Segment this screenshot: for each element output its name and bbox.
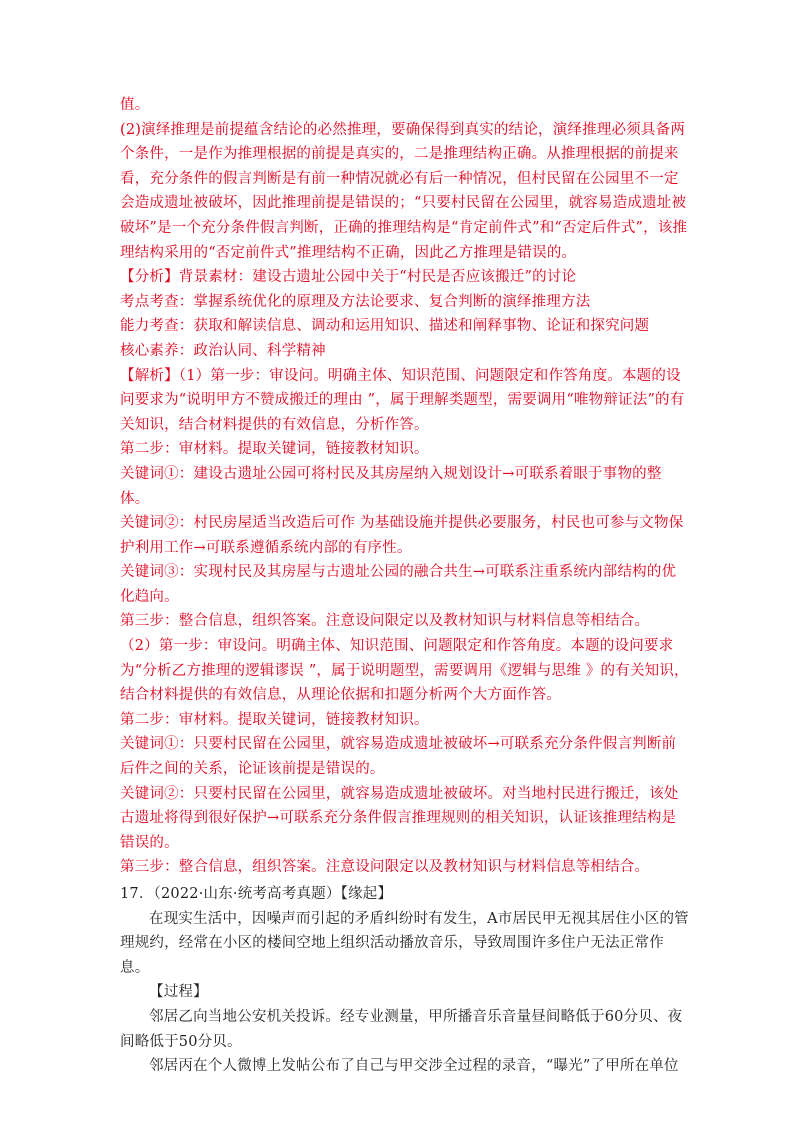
explanation-part2-step2: 第二步：审材料。提取关键词，链接教材知识。 — [120, 711, 429, 728]
part1-keyword-1: 关键词①：建设古遗址公园可将村民及其房屋纳入规划设计→可联系着眼于事物的整体。 — [120, 465, 662, 507]
part1-keyword-2: 关键词②：村民房屋适当改造后可作 为基础设施并提供必要服务，村民也可参与文物保护利用工作→可联系遵循系统内部的有序性。 — [120, 515, 684, 556]
question-paragraph: 邻居乙向当地公安机关投诉。经专业测量，甲所播音乐音量昼间略低于60分贝、夜间略低于50分贝。 — [120, 1008, 683, 1050]
explanation-part1-step3: 第三步：整合信息，组织答案。注意设问限定以及教材知识与材料信息等相结合。 — [120, 613, 650, 630]
explanation-part1-step2: 第二步：审材料。提取关键词，链接教材知识。 — [120, 441, 429, 458]
answer-paragraph-2: (2)演绎推理是前提蕴含结论的必然推理，要确保得到真实的结论，演绎推理必须具备两个条件，一是作为推理根据的前提是真实的，二是推理结构正确。从推理根据的前提来看，充分条件的假言判断是有前一种情况就必有后一种情况，但村民留在公园里不一定会造成遗址被破坏，因此推理前提是错误的；“只要村民留在公园里，就容易造成遗址被破坏”是一个充分条件假言判断，正确的推理结构是“肯定前件式”和“否定后件式”，该推理结构采用的“否定前件式”推理结构不正确，因此乙方推理是错误的。 — [120, 121, 688, 261]
analysis-core-literacy: 核心素养：政治认同、科学精神 — [120, 342, 326, 359]
answer-paragraph-fragment: 值。 — [120, 97, 150, 113]
page-content — [120, 93, 690, 1079]
explanation-part2-step1: （2）第一步：审设问。明确主体、知识范围、问题限定和作答角度。本题的设问要求为“分析乙方推理的逻辑谬误 ”，属于说明题型，需要调用《逻辑与思维 》的有关知识，结合材料提供的有效信息，从理论依据和扣题分析两个大方面作答。 — [120, 638, 689, 704]
question-title: 17．（2022·山东·统考高考真题）【缘起】 — [120, 886, 393, 902]
question-paragraph: 在现实生活中，因噪声而引起的矛盾纠纷时有发生，A市居民甲无视其居住小区的管理规约，经常在小区的楼间空地上组织活动播放音乐，导致周围许多住户无法正常作息。 — [120, 910, 689, 976]
analysis-ability: 能力考查：获取和解读信息、调动和运用知识、描述和阐释事物、论证和探究问题 — [120, 318, 650, 335]
part1-keyword-3: 关键词③：实现村民及其房屋与古遗址公园的融合共生→可联系注重系统内部结构的优化趋向。 — [120, 564, 677, 605]
question-paragraph: 邻居丙在个人微博上发帖公布了自己与甲交涉全过程的录音，“曝光”了甲所在单位 — [149, 1058, 679, 1075]
question-section — [120, 882, 690, 1079]
analysis-background: 【分析】背景素材：建设古遗址公园中关于“村民是否应该搬迁”的讨论 — [120, 269, 577, 286]
explanation-part2-step3: 第三步：整合信息，组织答案。注意设问限定以及教材知识与材料信息等相结合。 — [120, 859, 650, 876]
part2-keyword-1: 关键词①：只要村民留在公园里，就容易造成遗址被破坏→可联系充分条件假言判断前后件之间的关系，论证该前提是错误的。 — [120, 736, 677, 778]
question-section-heading: 【过程】 — [149, 984, 208, 1001]
analysis-exam-points: 考点考查：掌握系统优化的原理及方法论要求、复合判断的演绎推理方法 — [120, 293, 591, 310]
answer-section — [120, 93, 690, 880]
explanation-part1-step1: 【解析】（1）第一步：审设问。明确主体、知识范围、问题限定和作答角度。本题的设问要求为“说明甲方不赞成搬迁的理由 ”，属于理解类题型，需要调用“唯物辩证法”的有关知识，结合材料提供的有效信息，分析作答。 — [120, 367, 685, 433]
part2-keyword-2: 关键词②：只要村民留在公园里，就容易造成遗址被破坏。对当地村民进行搬迁，该处古遗址将得到很好保护→可联系充分条件假言推理规则的相关知识，认证该推理结构是错误的。 — [120, 785, 679, 851]
